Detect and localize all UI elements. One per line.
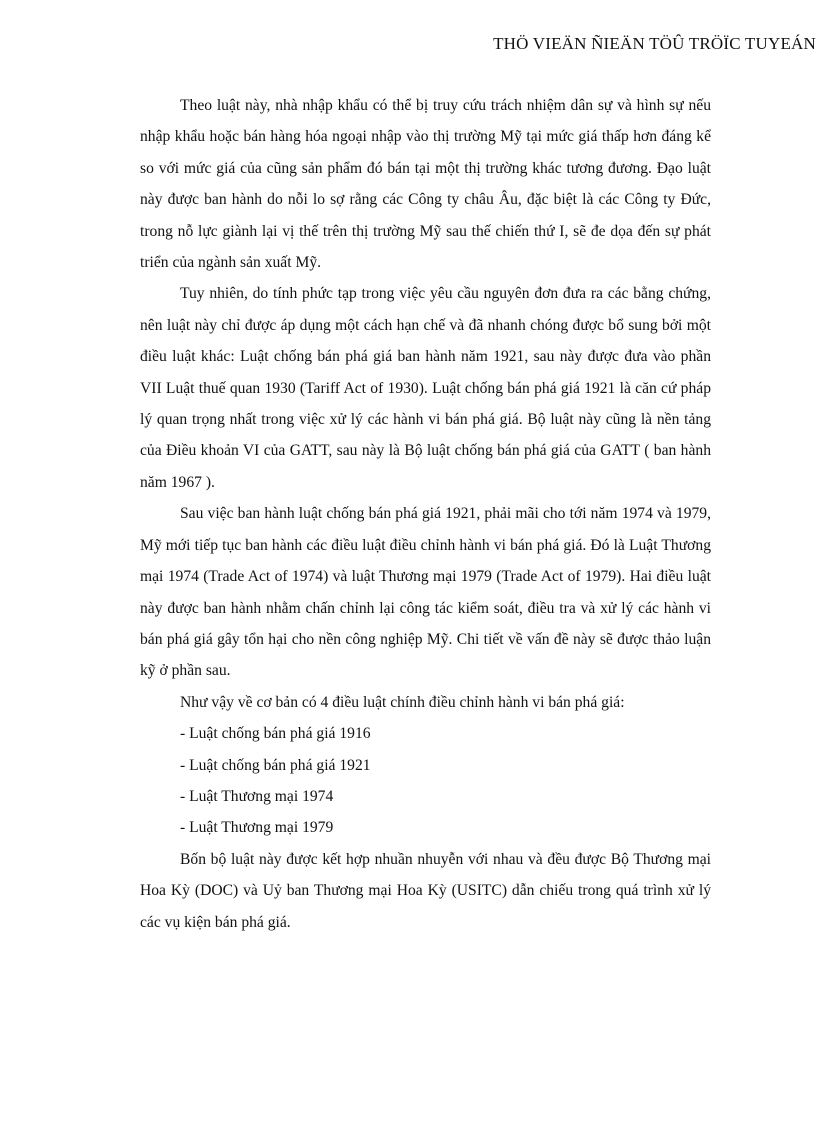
paragraph-2: Tuy nhiên, do tính phức tạp trong việc yêu cầu nguyên đơn đưa ra các bằng chứng, nên luật này chỉ được áp dụng một cách hạn chế và đã nhanh chóng được bổ sung bởi một điều luật khác: Luật chống bán phá giá ban hành năm 1921, sau này được đưa vào phần VII Luật thuế quan 1930 (Tariff Act of 1930). Luật chống bán phá giá 1921 là căn cứ pháp lý quan trọng nhất trong việc xử lý các hành vi bán phá giá. Bộ luật này cũng là nền tảng của Điều khoản VI của GATT, sau này là Bộ luật chống bán phá giá của GATT ( ban hành năm 1967 ). <box>140 285 711 491</box>
closing-paragraph: Bốn bộ luật này được kết hợp nhuần nhuyễn với nhau và đều được Bộ Thương mại Hoa Kỳ (DOC) và Uỷ ban Thương mại Hoa Kỳ (USITC) dẫn chiếu trong quá trình xử lý các vụ kiện bán phá giá. <box>140 850 711 931</box>
paragraph-4: Như vậy về cơ bản có 4 điều luật chính điều chỉnh hành vi bán phá giá: <box>180 693 625 711</box>
list-item: - Luật Thương mại 1974 <box>180 787 334 805</box>
list-item: - Luật Thương mại 1979 <box>180 819 334 837</box>
paragraph-3: Sau việc ban hành luật chống bán phá giá 1921, phải mãi cho tới năm 1974 và 1979, Mỹ mới tiếp tục ban hành các điều luật điều chỉnh hành vi bán phá giá. Đó là Luật Thương mại 1974 (Trade Act of 1974) và luật Thương mại 1979 (Trade Act of 1979). Hai điều luật này được ban hành nhằm chấn chỉnh lại công tác kiểm soát, điều tra và xử lý các hành vi bán phá giá gây tổn hại cho nền công nghiệp Mỹ. Chi tiết về vấn đề này sẽ được thảo luận kỹ ở phần sau. <box>140 505 711 680</box>
paragraph-1: Theo luật này, nhà nhập khẩu có thể bị truy cứu trách nhiệm dân sự và hình sự nếu nhập khẩu hoặc bán hàng hóa ngoại nhập vào thị trường Mỹ tại mức giá thấp hơn đáng kể so với mức giá của cũng sản phẩm đó bán tại một thị trường khác tương đương. Đạo luật này được ban hành do nỗi lo sợ rằng các Công ty châu Âu, đặc biệt là các Công ty Đức, trong nỗ lực giành lại vị thế trên thị trường Mỹ sau thế chiến thứ I, sẽ đe dọa đến sự phát triển của ngành sản xuất Mỹ. <box>140 97 711 272</box>
list-item: - Luật chống bán phá giá 1916 <box>180 725 371 743</box>
list-item: - Luật chống bán phá giá 1921 <box>180 756 371 774</box>
document-body <box>140 90 711 938</box>
page-header: THÖ VIEÄN ÑIEÄN TÖÛ TRÖÏC TUYEÁN <box>493 34 816 53</box>
